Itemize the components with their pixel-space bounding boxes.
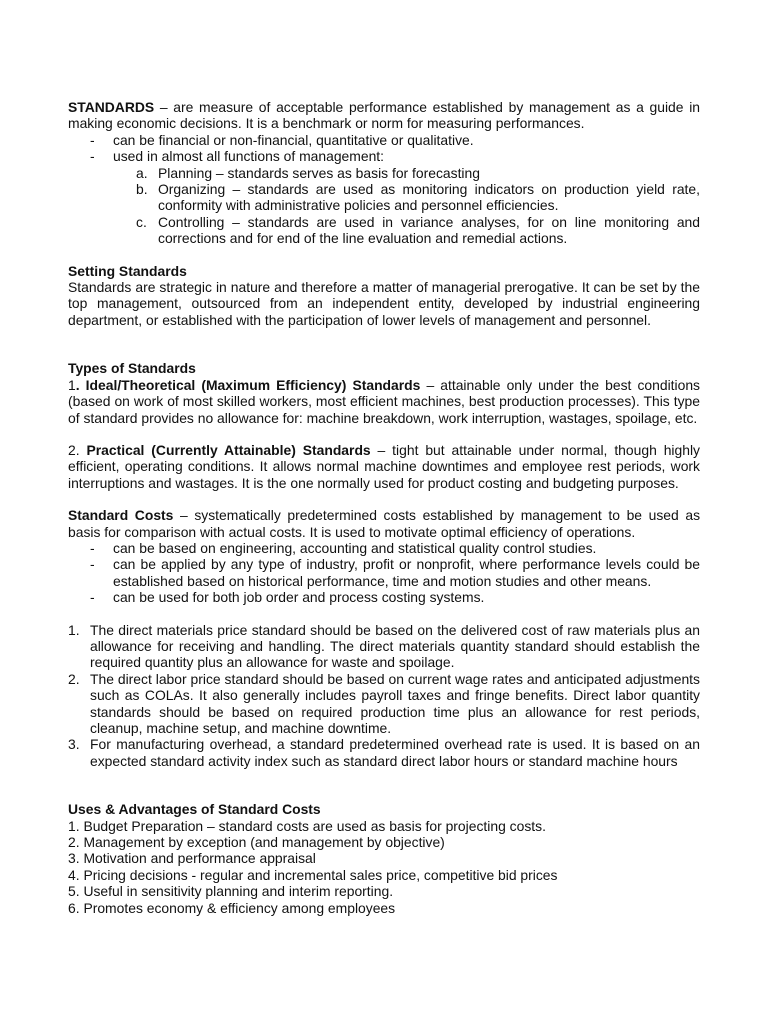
practical-number: 2. bbox=[68, 441, 87, 458]
list-marker: 1. bbox=[68, 621, 80, 638]
list-item-text: The direct labor price standard should be based on current wage rates and anticipated adjustments such as COLAs. It also generally includes payroll taxes and fringe benefits. Direct labor quantity standards should be based on required production time plus an allowance for rest periods, cleanup, machine setup, and machine downtime. bbox=[90, 670, 700, 736]
list-item bbox=[68, 736, 700, 769]
list-item-text: Planning – standards serves as basis for forecasting bbox=[158, 164, 480, 181]
standards-definition bbox=[68, 99, 700, 132]
list-marker: 3. bbox=[68, 736, 80, 753]
standard-costs-bullets bbox=[68, 540, 700, 606]
list-item: 6. Promotes economy & efficiency among employees bbox=[68, 899, 396, 916]
ideal-standards-paragraph bbox=[68, 377, 700, 426]
standards-bullets bbox=[68, 132, 700, 165]
ideal-standards-body: – attainable only under the best conditions (based on work of most skilled workers, most efficient machines, best production processes). This type of standard provides no allowance for: machine breakdown, work interruption, wastages, spoilage, etc. bbox=[68, 376, 700, 426]
list-item: 2. Management by exception (and management by objective) bbox=[68, 834, 445, 851]
list-item-text: For manufacturing overhead, a standard predetermined overhead rate is used. It is based on an expected standard activity index such as standard direct labor hours or standard machine hours bbox=[90, 736, 700, 769]
uses-advantages-heading: Uses & Advantages of Standard Costs bbox=[68, 801, 321, 818]
standards-term: STANDARDS bbox=[68, 99, 155, 115]
list-item: - can be financial or non-financial, quantitative or qualitative. bbox=[68, 132, 700, 148]
ideal-standards-title: . Ideal/Theoretical (Maximum Efficiency) Standards bbox=[75, 376, 421, 393]
list-item-text: The direct materials price standard should be based on the delivered cost of raw materials plus an allowance for receiving and handling. The direct materials quantity standard should establish the required quantity plus an allowance for waste and spoilage. bbox=[90, 621, 700, 671]
list-marker: b. bbox=[136, 181, 148, 198]
list-item: 3. Motivation and performance appraisal bbox=[68, 850, 316, 867]
ideal-number: 1 bbox=[68, 376, 76, 393]
practical-standards-paragraph bbox=[68, 442, 700, 491]
list-item: - can be applied by any type of industry, profit or nonprofit, where performance levels could be established based on historical performance, time and motion studies and other means. bbox=[68, 556, 700, 589]
types-of-standards-heading: Types of Standards bbox=[68, 360, 196, 377]
cost-standards-numbered-list bbox=[68, 622, 700, 770]
list-marker: 2. bbox=[68, 670, 80, 687]
management-functions-list bbox=[68, 165, 700, 247]
standard-costs-term: Standard Costs bbox=[68, 507, 174, 524]
document-page bbox=[68, 99, 700, 916]
list-item bbox=[68, 671, 700, 737]
standards-definition-text: – are measure of acceptable performance established by management as a guide in making economic decisions. It is a benchmark or norm for measuring performances. bbox=[68, 99, 700, 132]
list-item bbox=[68, 181, 700, 214]
standard-costs-definition-text: – systematically predetermined costs established by management to be used as basis for comparison with actual costs. It is used to motivate optimal efficiency of operations. bbox=[68, 507, 701, 540]
practical-standards-title: Practical (Currently Attainable) Standards bbox=[86, 441, 371, 458]
list-item bbox=[68, 165, 700, 181]
list-marker: a. bbox=[136, 164, 148, 181]
list-item bbox=[68, 214, 700, 247]
list-item-text: Organizing – standards are used as monitoring indicators on production yield rate, conformity with administrative policies and personnel efficiencies. bbox=[158, 181, 700, 214]
list-item: 5. Useful in sensitivity planning and interim reporting. bbox=[68, 883, 394, 900]
list-item: - can be used for both job order and process costing systems. bbox=[68, 589, 700, 605]
list-item: 1. Budget Preparation – standard costs are used as basis for projecting costs. bbox=[68, 817, 546, 834]
list-item-text: Controlling – standards are used in variance analyses, for on line monitoring and corrections and for end of the line evaluation and remedial actions. bbox=[158, 213, 700, 247]
list-item: 4. Pricing decisions - regular and incremental sales price, competitive bid prices bbox=[68, 866, 558, 883]
practical-standards-body: – tight but attainable under normal, though highly efficient, operating conditions. It allows normal machine downtimes and employee rest periods, work interruptions and wastages. It is the one normally used for product costing and budgeting purposes. bbox=[68, 441, 700, 491]
standard-costs-definition bbox=[68, 507, 700, 540]
list-item: - used in almost all functions of management: bbox=[68, 148, 700, 164]
list-item: - can be based on engineering, accounting and statistical quality control studies. bbox=[68, 540, 700, 556]
list-marker: c. bbox=[136, 213, 147, 230]
uses-advantages-list bbox=[68, 818, 700, 916]
list-item bbox=[68, 622, 700, 671]
setting-standards-heading: Setting Standards bbox=[68, 262, 187, 279]
setting-standards-body: Standards are strategic in nature and therefore a matter of managerial prerogative. It can be set by the top management, outsourced from an independent entity, developed by industrial engineering department, or established with the participation of lower levels of management and personnel. bbox=[68, 279, 700, 328]
